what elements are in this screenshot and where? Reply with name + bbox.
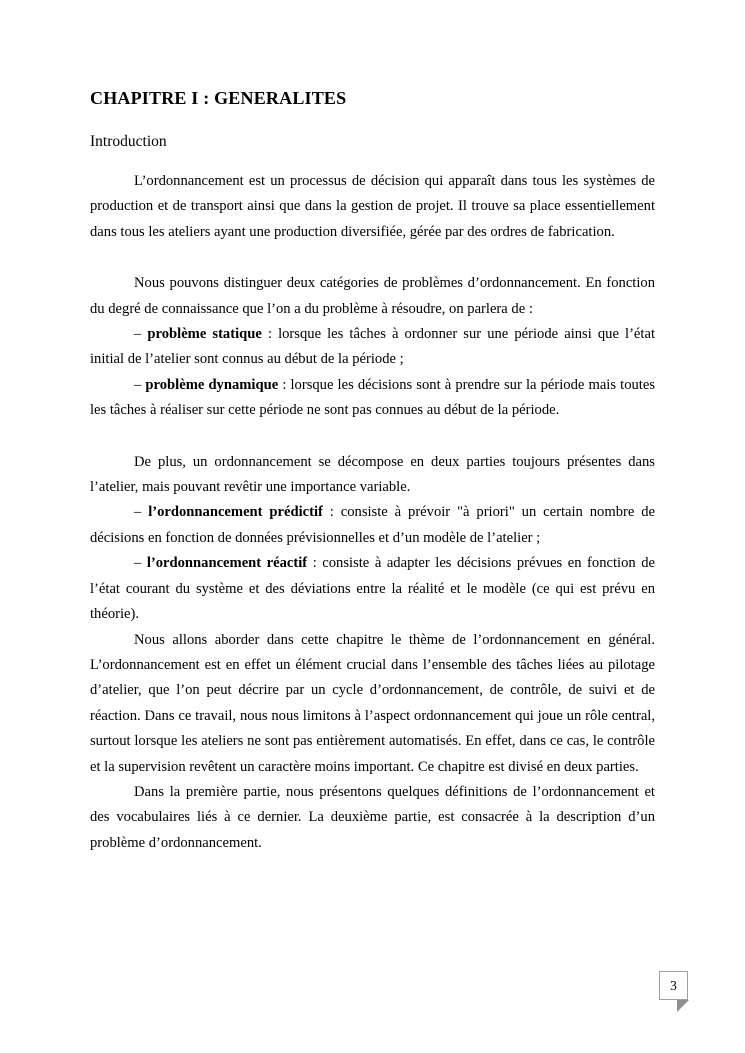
section-heading: Introduction bbox=[90, 133, 167, 150]
page-number: 3 bbox=[670, 977, 677, 993]
term-ordonnancement-predictif: l’ordonnancement prédictif bbox=[148, 504, 323, 521]
paragraph-plan: Dans la première partie, nous présentons quelques définitions de l’ordonnancement et des vocabulaires liés à ce dernier. La deuxième partie, est consacrée à la description d’un problème d’ordonnancement. bbox=[90, 783, 655, 851]
item-ordonnancement-predictif bbox=[90, 500, 655, 551]
chapter-title: CHAPITRE I : GENERALITES bbox=[90, 88, 347, 108]
dash-marker: – bbox=[134, 504, 149, 521]
paragraph-intro-1: L’ordonnancement est un processus de décision qui apparaît dans tous les systèmes de production et de transport ainsi que dans la gestion de projet. Il trouve sa place essentiellement dans tous les ateliers ayant une production diversifiée, gérée par des ordres de fabrication. bbox=[90, 173, 655, 240]
term-probleme-statique: problème statique bbox=[147, 326, 262, 343]
dash-marker: – bbox=[134, 555, 147, 572]
item-dynamique-text: : lorsque les décisions sont à prendre sur la période mais toutes les tâches à réaliser sur cette période ne sont pas connues au début de la période. bbox=[90, 376, 656, 419]
dash-marker: – bbox=[134, 326, 148, 343]
item-probleme-dynamique bbox=[90, 373, 655, 424]
paragraph-chapitre-theme: Nous allons aborder dans cette chapitre le thème de l’ordonnancement en général. L’ordonnancement est en effet un élément crucial dans l’ensemble des tâches liées au pilotage d’atelier, que l’on peut décrire par un cycle d’ordonnancement, de contrôle, de suivi et de réaction. Dans ce travail, nous nous limitons à l’aspect ordonnancement qui joue un rôle central, surtout lorsque les ateliers ne sont pas entièrement automatisés. En effet, dans ce cas, le contrôle et la supervision revêtent un caractère moins important. Ce chapitre est divisé en deux parties. bbox=[90, 631, 655, 775]
paragraph-deux-parties: De plus, un ordonnancement se décompose en deux parties toujours présentes dans l’atelier, mais pouvant revêtir une importance variable. bbox=[90, 453, 655, 496]
item-probleme-statique bbox=[90, 322, 655, 373]
item-reactif-text: : consiste à adapter les décisions prévues en fonction de l’état courant du système et des déviations entre la réalité et le modèle (ce qui est prévu en théorie). bbox=[90, 555, 655, 623]
page-curl-icon bbox=[677, 1000, 689, 1012]
term-probleme-dynamique: problème dynamique bbox=[145, 376, 279, 393]
page-content bbox=[90, 86, 655, 856]
item-predictif-text: : consiste à prévoir "à priori" un certain nombre de décisions en fonction de données prévisionnelles et d’un modèle de l’atelier ; bbox=[90, 504, 655, 546]
paragraph-categories: Nous pouvons distinguer deux catégories de problèmes d’ordonnancement. En fonction du degré de connaissance que l’on a du problème à résoudre, on parlera de : bbox=[90, 275, 655, 317]
term-ordonnancement-reactif: l’ordonnancement réactif bbox=[146, 555, 308, 572]
item-statique-text: : lorsque les tâches à ordonner sur une période ainsi que l’état initial de l’atelier sont connus au début de la période ; bbox=[90, 326, 655, 368]
page-number-frame bbox=[659, 971, 688, 1000]
item-ordonnancement-reactif bbox=[90, 551, 655, 627]
dash-marker: – bbox=[134, 376, 146, 393]
